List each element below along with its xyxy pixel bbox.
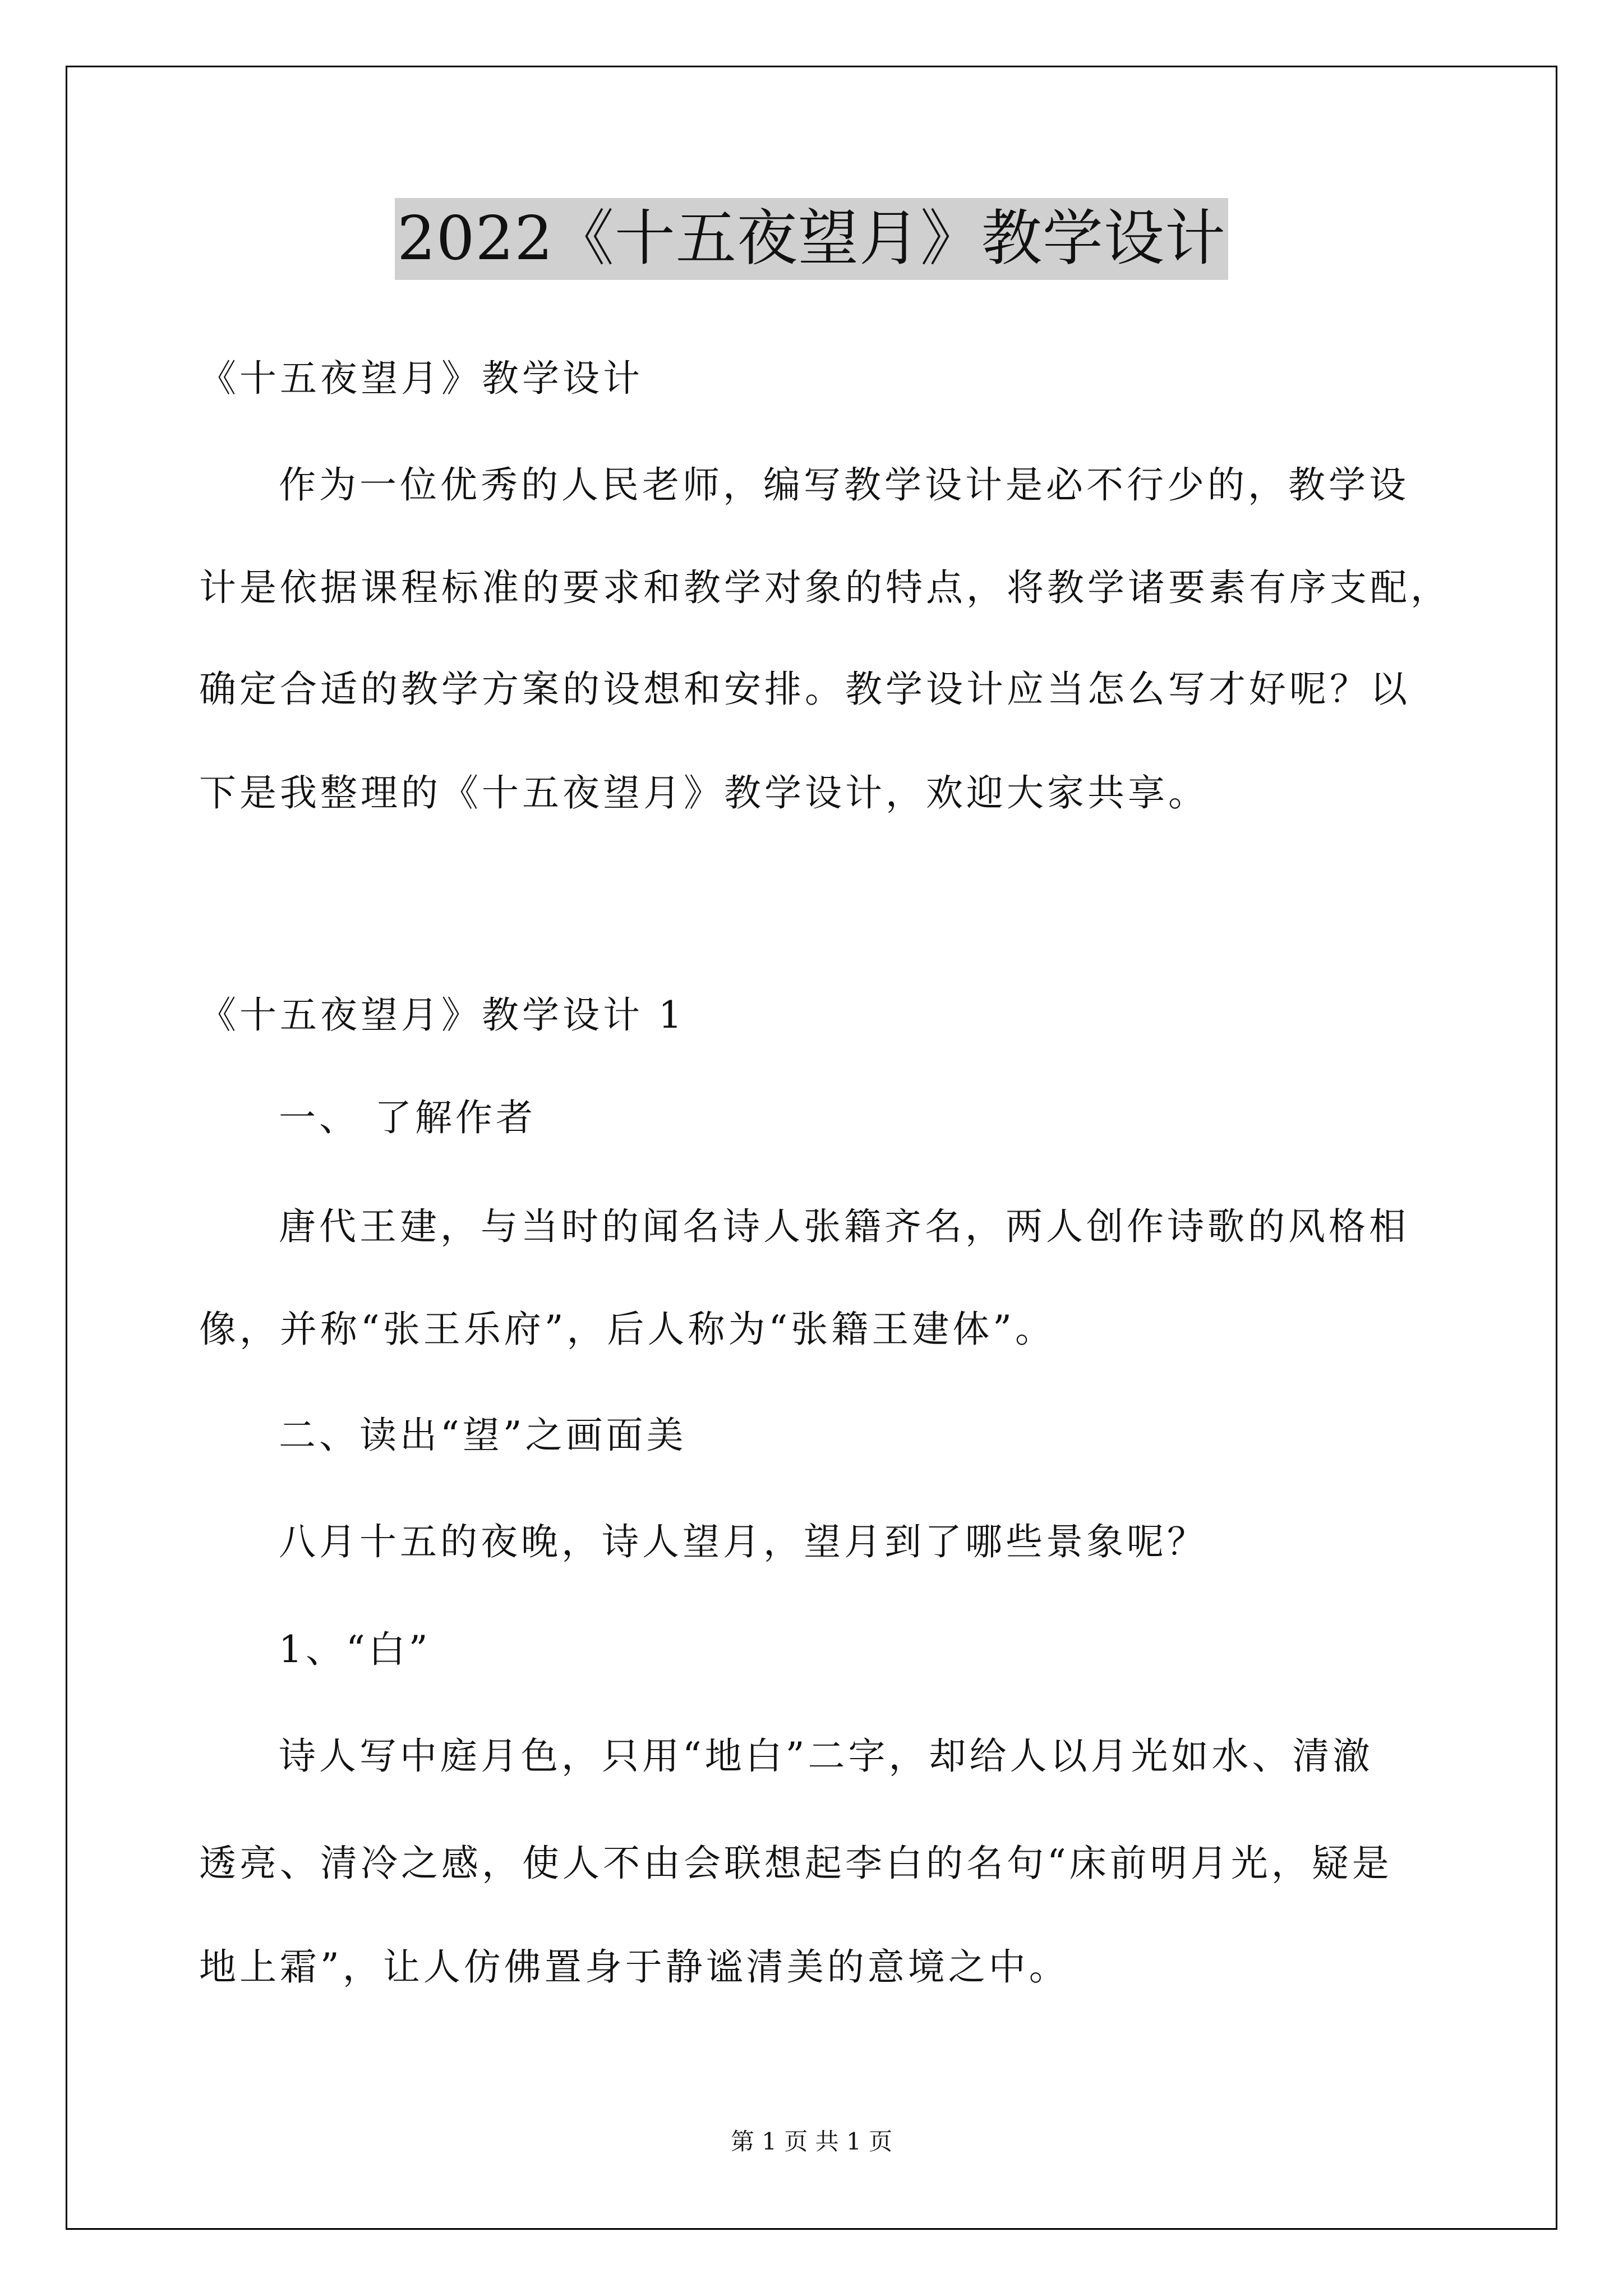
subsection-heading: 二、读出“望”之画面美 — [279, 1414, 687, 1457]
intro-paragraph-line: 确定合适的教学方案的设想和安排。教学设计应当怎么写才好呢？以 — [199, 668, 1410, 711]
section-heading: 《十五夜望月》教学设计 1 — [199, 993, 685, 1037]
paragraph-line: 地上霜”，让人仿佛置身于静谧清美的意境之中。 — [199, 1945, 1069, 1989]
subsection-heading: 一、 了解作者 — [279, 1096, 536, 1139]
paragraph-line: 透亮、清冷之感，使人不由会联想起李白的名句“床前明月光，疑是 — [199, 1842, 1393, 1885]
document-title: 2022《十五夜望月》教学设计 — [395, 198, 1228, 280]
paragraph-line: 唐代王建，与当时的闻名诗人张籍齐名，两人创作诗歌的风格相 — [279, 1205, 1409, 1248]
paragraph-line: 诗人写中庭月色，只用“地白”二字，却给人以月光如水、清澈 — [279, 1734, 1373, 1778]
paragraph-line: 像，并称“张王乐府”，后人称为“张籍王建体”。 — [199, 1308, 1055, 1351]
title-container — [0, 198, 1623, 280]
intro-paragraph-line: 计是依据课程标准的要求和教学对象的特点，将教学诸要素有序支配， — [199, 566, 1451, 609]
list-item-heading: 1、“白” — [279, 1628, 431, 1671]
subtitle-line: 《十五夜望月》教学设计 — [199, 357, 643, 400]
paragraph-line: 八月十五的夜晚，诗人望月，望月到了哪些景象呢？ — [279, 1520, 1207, 1563]
intro-paragraph-line: 作为一位优秀的人民老师，编写教学设计是必不行少的，教学设 — [279, 463, 1409, 507]
page-footer: 第 1 页 共 1 页 — [730, 2128, 893, 2155]
intro-paragraph-line: 下是我整理的《十五夜望月》教学设计，欢迎大家共享。 — [199, 771, 1209, 815]
